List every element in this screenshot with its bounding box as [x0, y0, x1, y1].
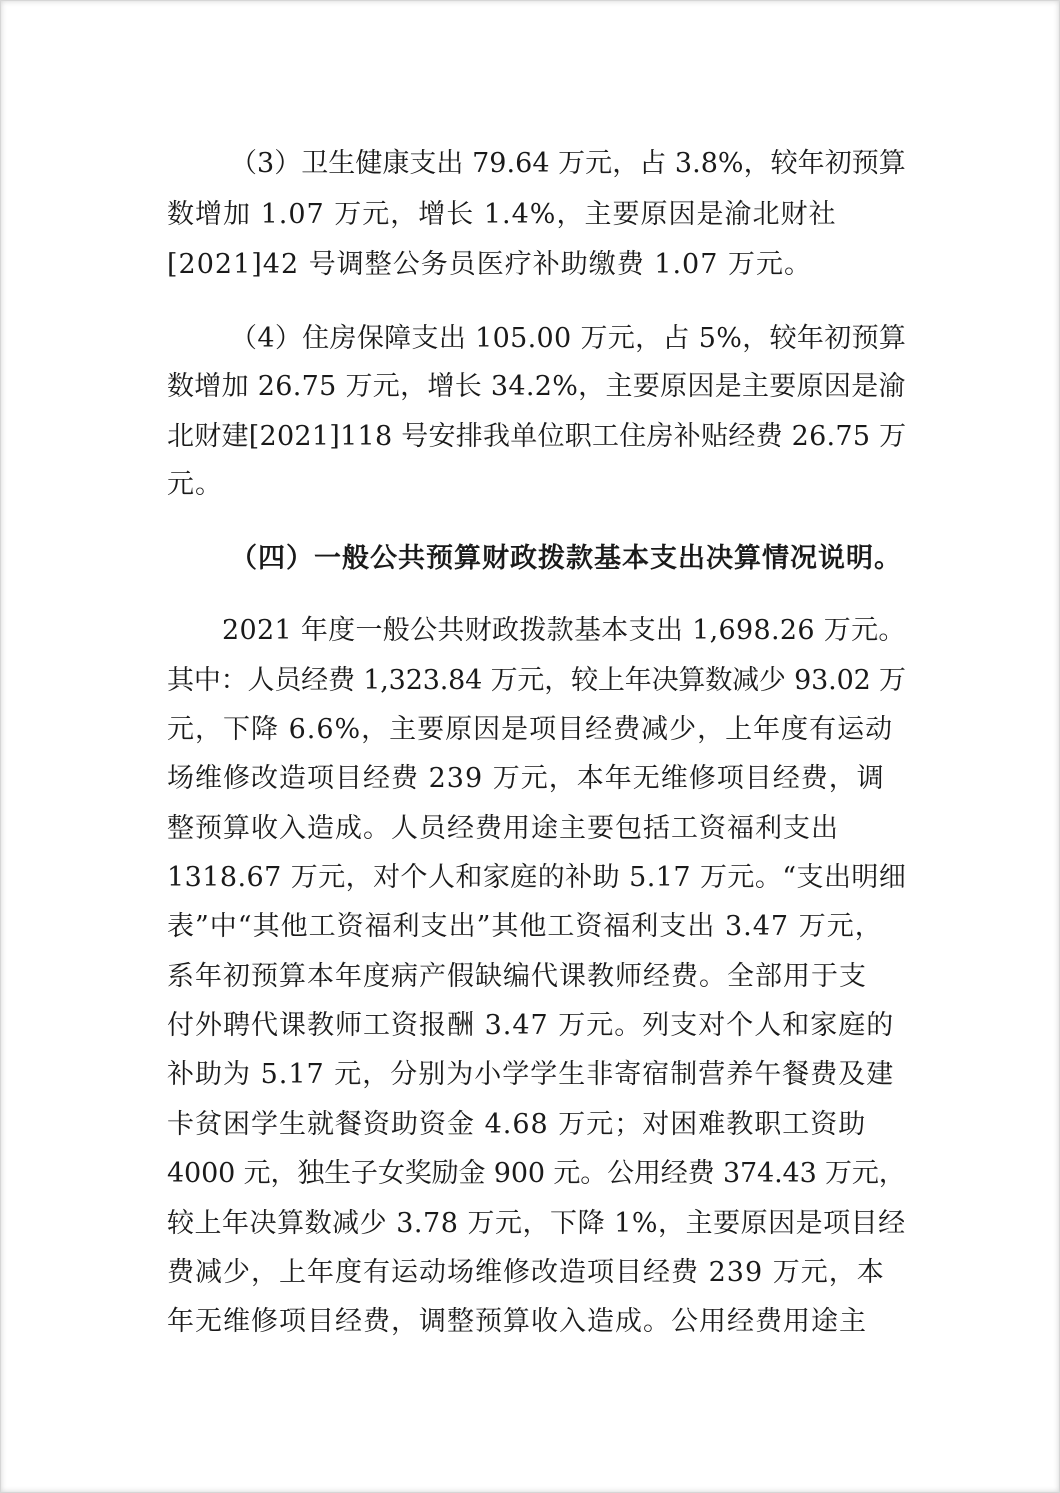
basic-line-15: 年无维修项目经费，调整预算收入造成。公用经费用途主: [167, 1306, 867, 1337]
basic-line-10: 补助为 5.17 元，分别为小学学生非寄宿制营养午餐费及建: [167, 1059, 895, 1090]
basic-line-11: 卡贫困学生就餐资助资金 4.68 万元；对困难教职工资助: [167, 1109, 867, 1140]
basic-line-1: 2021 年度一般公共财政拨款基本支出 1,698.26 万元。: [222, 615, 906, 646]
basic-line-9: 付外聘代课教师工资报酬 3.47 万元。列支对个人和家庭的: [167, 1010, 895, 1041]
basic-line-5: 整预算收入造成。人员经费用途主要包括工资福利支出: [167, 813, 839, 844]
basic-line-7: 表”中“其他工资福利支出”其他工资福利支出 3.47 万元，: [167, 911, 883, 942]
basic-line-6: 1318.67 万元，对个人和家庭的补助 5.17 万元。“支出明细: [167, 862, 907, 893]
section-heading: （四）一般公共预算财政拨款基本支出决算情况说明。: [230, 543, 902, 574]
housing-line-2: 数增加 26.75 万元，增长 34.2%，主要原因是主要原因是渝: [167, 371, 906, 402]
health-line-2: 数增加 1.07 万元，增长 1.4%，主要原因是渝北财社: [167, 199, 837, 230]
health-line-3: [2021]42 号调整公务员医疗补助缴费 1.07 万元。: [167, 249, 813, 280]
health-line-1: （3）卫生健康支出 79.64 万元，占 3.8%，较年初预算: [230, 148, 906, 179]
basic-line-12: 4000 元，独生子女奖励金 900 元。公用经费 374.43 万元，: [167, 1158, 906, 1189]
housing-line-3: 北财建[2021]118 号安排我单位职工住房补贴经费 26.75 万: [167, 421, 907, 452]
basic-line-13: 较上年决算数减少 3.78 万元，下降 1%，主要原因是项目经: [167, 1208, 906, 1239]
housing-line-4: 元。: [167, 469, 223, 500]
basic-line-4: 场维修改造项目经费 239 万元，本年无维修项目经费，调: [167, 763, 885, 794]
housing-line-1: （4）住房保障支出 105.00 万元，占 5%，较年初预算: [230, 323, 907, 354]
basic-line-8: 系年初预算本年度病产假缺编代课教师经费。全部用于支: [167, 961, 867, 992]
basic-line-2: 其中：人员经费 1,323.84 万元，较上年决算数减少 93.02 万: [167, 665, 906, 696]
basic-line-3: 元，下降 6.6%，主要原因是项目经费减少，上年度有运动: [167, 714, 894, 745]
basic-line-14: 费减少，上年度有运动场维修改造项目经费 239 万元，本: [167, 1257, 885, 1288]
